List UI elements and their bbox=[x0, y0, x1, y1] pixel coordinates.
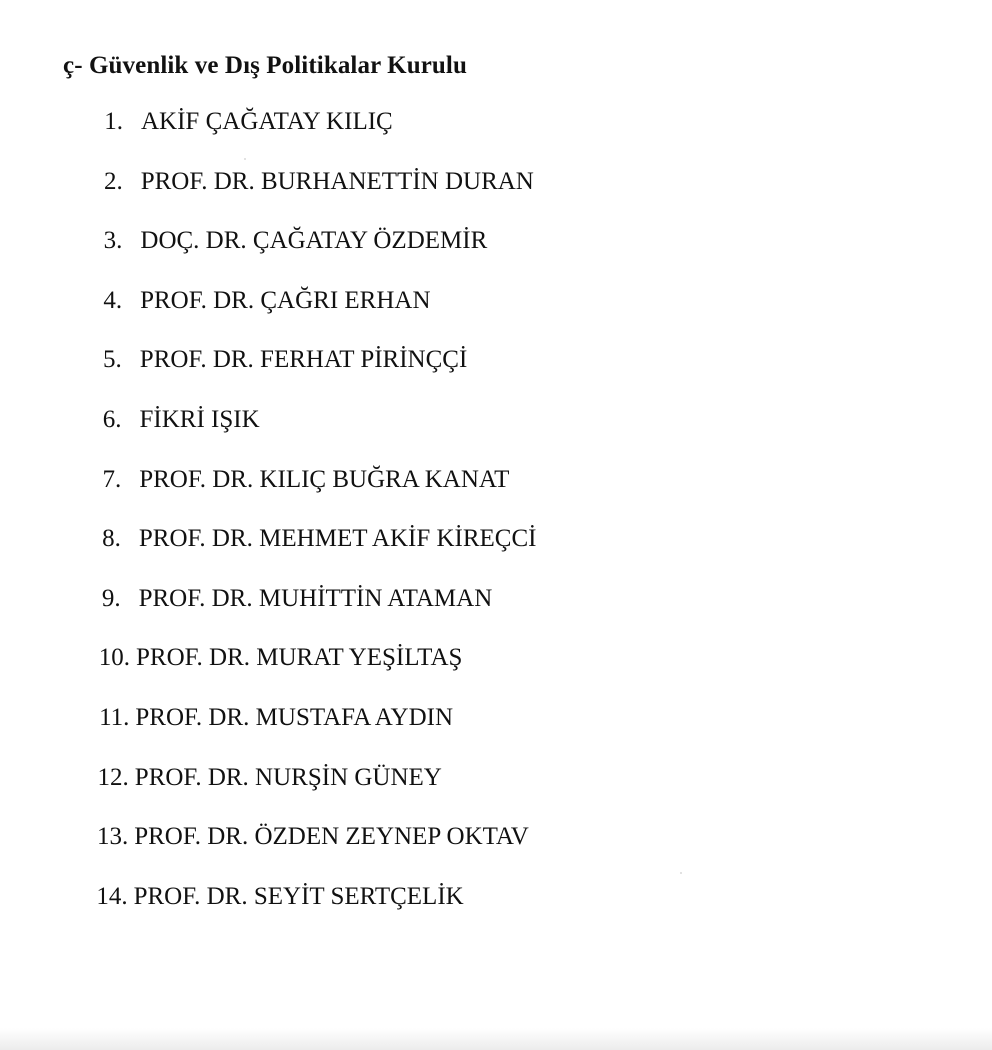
member-name: PROF. DR. ÖZDEN ZEYNEP OKTAV bbox=[134, 823, 529, 851]
item-number: 2. bbox=[103, 167, 123, 195]
list-item bbox=[0, 525, 992, 585]
item-number: 10. bbox=[98, 644, 130, 672]
member-name: PROF. DR. MEHMET AKİF KİREÇCİ bbox=[138, 525, 537, 553]
list-item bbox=[0, 346, 992, 406]
item-number: 3. bbox=[103, 227, 123, 255]
member-name: PROF. DR. FERHAT PİRİNÇÇİ bbox=[139, 346, 468, 374]
list-item bbox=[0, 466, 992, 526]
list-item bbox=[0, 823, 992, 883]
item-number: 6. bbox=[102, 405, 122, 433]
section-heading: ç- Güvenlik ve Dış Politikalar Kurulu bbox=[63, 52, 467, 79]
list-item bbox=[0, 883, 992, 943]
member-name: PROF. DR. MUHİTTİN ATAMAN bbox=[138, 584, 493, 612]
list-item bbox=[0, 644, 992, 704]
member-name: AKİF ÇAĞATAY KILIÇ bbox=[141, 108, 393, 135]
member-name: PROF. DR. SEYİT SERTÇELİK bbox=[133, 882, 464, 910]
member-name: PROF. DR. NURŞİN GÜNEY bbox=[134, 763, 442, 791]
list-item bbox=[0, 764, 992, 824]
item-number: 8. bbox=[102, 525, 121, 553]
member-list bbox=[0, 108, 992, 942]
member-name: FİKRİ IŞIK bbox=[139, 405, 260, 433]
item-number: 14. bbox=[96, 882, 128, 910]
item-number: 13. bbox=[96, 823, 129, 851]
list-item bbox=[0, 406, 992, 466]
list-item bbox=[0, 108, 992, 168]
list-item bbox=[0, 168, 992, 228]
scan-speck bbox=[244, 158, 246, 160]
scan-speck bbox=[680, 872, 682, 874]
member-name: DOÇ. DR. ÇAĞATAY ÖZDEMİR bbox=[140, 227, 488, 255]
member-name: PROF. DR. KILIÇ BUĞRA KANAT bbox=[139, 465, 510, 493]
list-item bbox=[0, 704, 992, 764]
member-name: PROF. DR. MUSTAFA AYDIN bbox=[135, 703, 454, 731]
item-number: 1. bbox=[104, 108, 123, 135]
list-item bbox=[0, 227, 992, 287]
member-name: PROF. DR. ÇAĞRI ERHAN bbox=[140, 286, 431, 314]
scan-edge-shade bbox=[0, 1028, 992, 1050]
list-item bbox=[0, 287, 992, 347]
item-number: 12. bbox=[97, 763, 129, 791]
member-name: PROF. DR. MURAT YEŞİLTAŞ bbox=[136, 644, 463, 672]
member-name: PROF. DR. BURHANETTİN DURAN bbox=[140, 167, 534, 195]
item-number: 4. bbox=[103, 286, 123, 314]
item-number: 7. bbox=[102, 465, 122, 493]
item-number: 11. bbox=[99, 703, 130, 731]
item-number: 9. bbox=[101, 584, 121, 612]
list-item bbox=[0, 585, 992, 645]
item-number: 5. bbox=[103, 346, 122, 374]
